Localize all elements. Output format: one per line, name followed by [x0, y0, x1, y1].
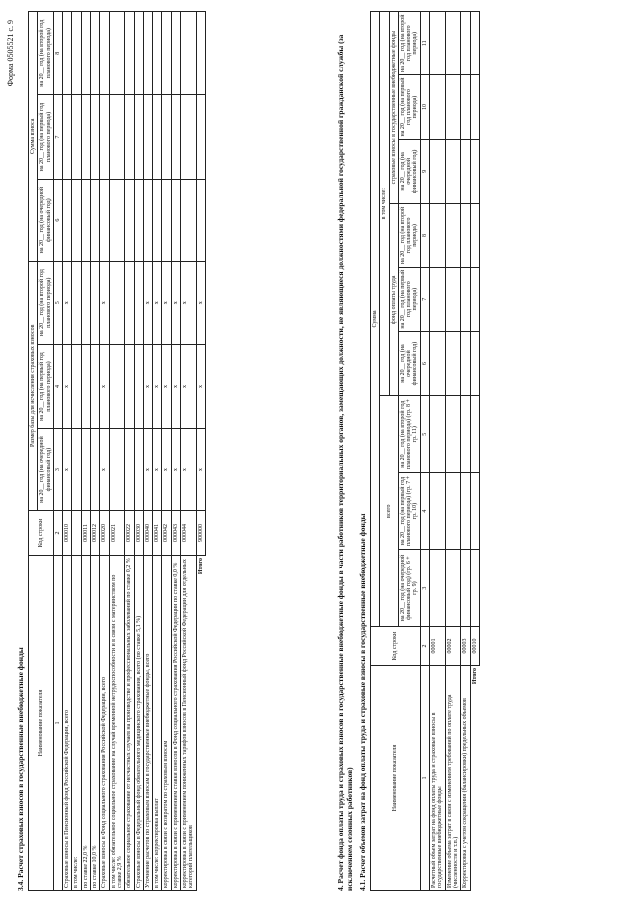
- row-cell: [125, 179, 134, 261]
- col-num: 8: [420, 204, 429, 267]
- col-incl-header: в том числе:: [380, 12, 389, 396]
- row-cell: [445, 331, 461, 396]
- row-cell: x: [63, 261, 72, 344]
- col-header-y2: на 20__ год (на первый год планового периода): [398, 75, 420, 139]
- row-cell: [125, 261, 134, 344]
- col-num: 3: [420, 550, 429, 627]
- col-header-c3: на 20__ год (на очередной финансовый год) (гр. 6 + гр. 9): [398, 550, 420, 627]
- table-row: [461, 12, 470, 891]
- row-cell: x: [143, 261, 152, 344]
- row-label: Уточнение расчетов по страховым взносам в государственные внебюджетные фонды, всего: [143, 556, 152, 891]
- table-row: [430, 12, 446, 891]
- row-cell: [134, 12, 143, 95]
- row-cell: [91, 12, 100, 95]
- row-cell: [91, 344, 100, 428]
- row-cell: x: [100, 429, 109, 511]
- row-cell: [91, 179, 100, 261]
- row-cell: [430, 204, 446, 267]
- row-cell: x: [162, 344, 171, 428]
- row-code: 000020: [100, 511, 109, 556]
- col-header-y1: на 20__ год (на очередной финансовый год): [398, 331, 420, 396]
- row-cell: [81, 261, 90, 344]
- col-total-header: всего: [380, 396, 399, 627]
- form-id: Форма 0505521 с. 9: [6, 20, 15, 87]
- row-label: Страховые взносы в Федеральный фонд обязательного медицинского страхования, всего (по ставке 5,1 %): [134, 556, 143, 891]
- row-cell: [430, 331, 446, 396]
- col-base-header: Размер базы для исчисления страховых взносов: [29, 261, 38, 510]
- row-cell: [63, 95, 72, 179]
- row-cell: [91, 261, 100, 344]
- row-cell: x: [153, 429, 162, 511]
- col-num: 4: [420, 472, 429, 549]
- row-label: Страховые взносы в Фонд социального страхования Российской Федерации, всего: [100, 556, 109, 891]
- row-code: 000022: [125, 511, 134, 556]
- row-cell: [109, 344, 125, 428]
- total-cell: [196, 95, 205, 179]
- row-cell: [109, 179, 125, 261]
- row-cell: [72, 261, 81, 344]
- row-cell: [134, 179, 143, 261]
- row-cell: x: [100, 344, 109, 428]
- row-label: Изменение объема затрат в связи с изменением требований по оплате труда (численности и т.п.): [445, 666, 461, 891]
- row-cell: [81, 344, 90, 428]
- row-cell: [153, 95, 162, 179]
- row-cell: [461, 472, 470, 549]
- row-cell: [445, 396, 461, 473]
- total-code: 900000: [196, 511, 205, 556]
- col-num: 7: [53, 95, 62, 179]
- table-row: [81, 12, 90, 891]
- table-row: [171, 12, 180, 891]
- row-cell: [171, 12, 180, 95]
- col-sum-header: Сумма взноса: [29, 12, 38, 262]
- row-cell: [430, 267, 446, 331]
- row-code: 000030: [134, 511, 143, 556]
- row-cell: [134, 261, 143, 344]
- row-cell: [153, 179, 162, 261]
- row-cell: [125, 344, 134, 428]
- row-code: 000011: [81, 511, 90, 556]
- col-header-c5: на 20__ год (на второй год планового периода) (гр. 8 + гр. 11): [398, 396, 420, 473]
- total-label: Итого: [471, 668, 478, 685]
- row-cell: [63, 12, 72, 95]
- row-cell: x: [181, 344, 197, 428]
- row-code: [72, 511, 81, 556]
- insurance-table: [28, 11, 206, 891]
- col-num: 6: [420, 331, 429, 396]
- row-cell: [143, 95, 152, 179]
- row-label: Страховые взносы в Пенсионный фонд Российской Федерации, всего: [63, 556, 72, 891]
- row-cell: [162, 12, 171, 95]
- col-num: 7: [420, 267, 429, 331]
- row-cell: x: [171, 261, 180, 344]
- col-code-header: Код строки: [371, 627, 421, 666]
- row-cell: [91, 95, 100, 179]
- col-code-header: Код строки: [29, 511, 54, 556]
- row-cell: [72, 12, 81, 95]
- col-num: 4: [53, 344, 62, 428]
- row-cell: [461, 204, 470, 267]
- row-cell: [134, 344, 143, 428]
- row-cell: [109, 261, 125, 344]
- col-header-y2: на 20__ год (на первый год планового периода): [38, 95, 54, 179]
- row-cell: x: [181, 429, 197, 511]
- section2-subtitle: 4.1. Расчет объемов затрат на фонд оплаты труда и страховые взносы в государственные внебюджетные фонды: [358, 513, 367, 891]
- row-cell: x: [171, 344, 180, 428]
- row-cell: [109, 429, 125, 511]
- row-cell: [430, 472, 446, 549]
- col-header-y3: на 20__ год (на второй год планового периода): [398, 12, 420, 76]
- row-cell: [430, 396, 446, 473]
- row-cell: x: [162, 429, 171, 511]
- row-cell: [461, 331, 470, 396]
- total-cell: [196, 12, 205, 95]
- row-label: корректировка в связи с применением ставки взносов в Фонд социального страхования Российской Федерации по ставке 0,0 %: [171, 556, 180, 891]
- row-cell: [81, 12, 90, 95]
- row-label: корректировка в связи с возвратом по страховым взносам: [162, 556, 171, 891]
- row-cell: [171, 95, 180, 179]
- row-code: 000012: [91, 511, 100, 556]
- total-cell: x: [196, 429, 205, 511]
- row-cell: [461, 396, 470, 473]
- table-row: [100, 12, 109, 891]
- row-cell: [81, 429, 90, 511]
- row-cell: [445, 472, 461, 549]
- table-row: [125, 12, 134, 891]
- row-cell: [81, 179, 90, 261]
- row-cell: [134, 429, 143, 511]
- col-num: 1: [420, 666, 429, 891]
- row-label: по ставке 22,0 %: [81, 556, 90, 891]
- table-row: [91, 12, 100, 891]
- row-code: 000010: [63, 511, 72, 556]
- col-header-y2: на 20__ год (на первый год планового периода): [398, 267, 420, 331]
- col-num: 5: [420, 396, 429, 473]
- row-cell: [134, 95, 143, 179]
- col-num: 6: [53, 179, 62, 261]
- row-cell: [461, 75, 470, 139]
- row-cell: [100, 179, 109, 261]
- col-num: 8: [53, 12, 62, 95]
- row-cell: [181, 12, 197, 95]
- row-code: 000043: [171, 511, 180, 556]
- row-cell: [72, 429, 81, 511]
- col-name-header: Наименование показателя: [29, 556, 54, 891]
- col-num: 5: [53, 261, 62, 344]
- col-header-c4: на 20__ год (на первый год планового периода) (гр. 7 + гр. 10): [398, 472, 420, 549]
- col-header-y1: на 20__ год (на очередной финансовый год): [398, 139, 420, 204]
- row-cell: [125, 95, 134, 179]
- col-header-y1: на 20__ год (на очередной финансовый год): [38, 179, 54, 261]
- row-cell: [445, 550, 461, 627]
- row-label: обязательное социальное страхование от несчастных случаев на производстве и профессиональных заболеваний по ставке 0,2 %: [125, 556, 134, 891]
- row-cell: [461, 267, 470, 331]
- col-num: 1: [53, 556, 62, 891]
- row-cell: [109, 95, 125, 179]
- table-row: [143, 12, 152, 891]
- row-cell: [461, 550, 470, 627]
- row-code: 00003: [461, 627, 470, 666]
- row-cell: [72, 344, 81, 428]
- row-cell: x: [143, 429, 152, 511]
- row-code: 00002: [445, 627, 461, 666]
- row-cell: [91, 429, 100, 511]
- row-cell: x: [143, 344, 152, 428]
- total-cell: x: [196, 344, 205, 428]
- row-cell: [181, 95, 197, 179]
- col-num: 3: [53, 429, 62, 511]
- row-cell: [445, 204, 461, 267]
- table-row: [63, 12, 72, 891]
- payroll-table: [370, 11, 480, 891]
- section2-title: 4. Расчет фонда оплаты труда и страховых взносов в государственные внебюджетные фонды в части работников территориальных органов, замещающих должности, не являющиеся должностями федеральной государственной гражданской службы (за исключением сезонных работников): [336, 34, 354, 891]
- row-cell: [72, 95, 81, 179]
- table-row: [72, 12, 81, 891]
- row-cell: [171, 179, 180, 261]
- table-row: [134, 12, 143, 891]
- col-fot-header: фонд оплаты труда: [389, 204, 398, 396]
- row-code: 000041: [153, 511, 162, 556]
- row-code: 000042: [162, 511, 171, 556]
- row-cell: [430, 12, 446, 76]
- row-cell: x: [162, 261, 171, 344]
- table-row: [153, 12, 162, 891]
- row-label: в том числе:: [72, 556, 81, 891]
- row-cell: [445, 75, 461, 139]
- col-sum-header: Сумма: [371, 12, 380, 627]
- row-cell: [445, 139, 461, 204]
- row-label: по ставке 10,0 %: [91, 556, 100, 891]
- col-header-y2: на 20__ год (на первый год планового периода): [38, 344, 54, 428]
- row-cell: [109, 12, 125, 95]
- total-cell: [196, 179, 205, 261]
- col-num: 2: [53, 511, 62, 556]
- row-label: Корректировка с учетом сокращения (балансировки) предельных объемов: [461, 666, 470, 891]
- col-header-y3: на 20__ год (на второй год планового периода): [38, 12, 54, 95]
- row-cell: x: [100, 261, 109, 344]
- table-row: [109, 12, 125, 891]
- row-cell: [143, 179, 152, 261]
- row-cell: [63, 179, 72, 261]
- row-label: корректировка в связи с применением пониженных тарифов взносов в Пенсионный фонд Российской Федерации для отдельных категорий плательщиков: [181, 556, 197, 891]
- row-cell: x: [63, 344, 72, 428]
- row-cell: [430, 75, 446, 139]
- row-cell: [162, 179, 171, 261]
- table-row: [162, 12, 171, 891]
- row-cell: [125, 12, 134, 95]
- row-cell: [181, 179, 197, 261]
- row-cell: [81, 95, 90, 179]
- row-cell: [100, 12, 109, 95]
- col-header-y3: на 20__ год (на второй год планового периода): [398, 204, 420, 267]
- row-code: 000021: [109, 511, 125, 556]
- row-cell: [445, 12, 461, 76]
- row-code: 00001: [430, 627, 446, 666]
- col-num: 9: [420, 139, 429, 204]
- table-row: [181, 12, 197, 891]
- row-cell: [72, 179, 81, 261]
- row-cell: [100, 95, 109, 179]
- row-cell: x: [63, 429, 72, 511]
- row-label: Расчетный объем затрат на фонд оплаты труда и страховые взносы в государственные внебюджетные фонды: [430, 666, 446, 891]
- row-cell: [461, 139, 470, 204]
- col-header-y1: на 20__ год (на очередной финансовый год): [38, 429, 54, 511]
- row-cell: [143, 12, 152, 95]
- row-cell: [461, 12, 470, 76]
- row-cell: x: [153, 261, 162, 344]
- row-cell: [430, 550, 446, 627]
- row-cell: [153, 12, 162, 95]
- row-cell: [162, 95, 171, 179]
- total-label: Итого: [197, 558, 204, 575]
- row-cell: x: [153, 344, 162, 428]
- col-num: 2: [420, 627, 429, 666]
- row-code: 000044: [181, 511, 197, 556]
- row-code: 000040: [143, 511, 152, 556]
- row-cell: x: [181, 261, 197, 344]
- row-cell: x: [171, 429, 180, 511]
- table-row: [445, 12, 461, 891]
- col-ins-header: страховые взносы в государственные внебюджетные фонды: [389, 12, 398, 204]
- row-cell: [125, 429, 134, 511]
- row-cell: [430, 139, 446, 204]
- col-header-y3: на 20__ год (на второй год планового периода): [38, 261, 54, 344]
- row-label: в том числе: обязательное социальное страхование на случай временной нетрудоспособности и в связи с материнством по ставке 2,9 %: [109, 556, 125, 891]
- col-num: 11: [420, 12, 429, 76]
- col-num: 10: [420, 75, 429, 139]
- row-label: в том числе: корректировка выплат: [153, 556, 162, 891]
- total-cell: x: [196, 261, 205, 344]
- section1-title: 3.4. Расчет страховых взносов в государственные внебюджетные фонды: [16, 647, 25, 891]
- total-code: 00010: [470, 627, 479, 666]
- col-name-header: Наименование показателя: [371, 666, 421, 891]
- row-cell: [445, 267, 461, 331]
